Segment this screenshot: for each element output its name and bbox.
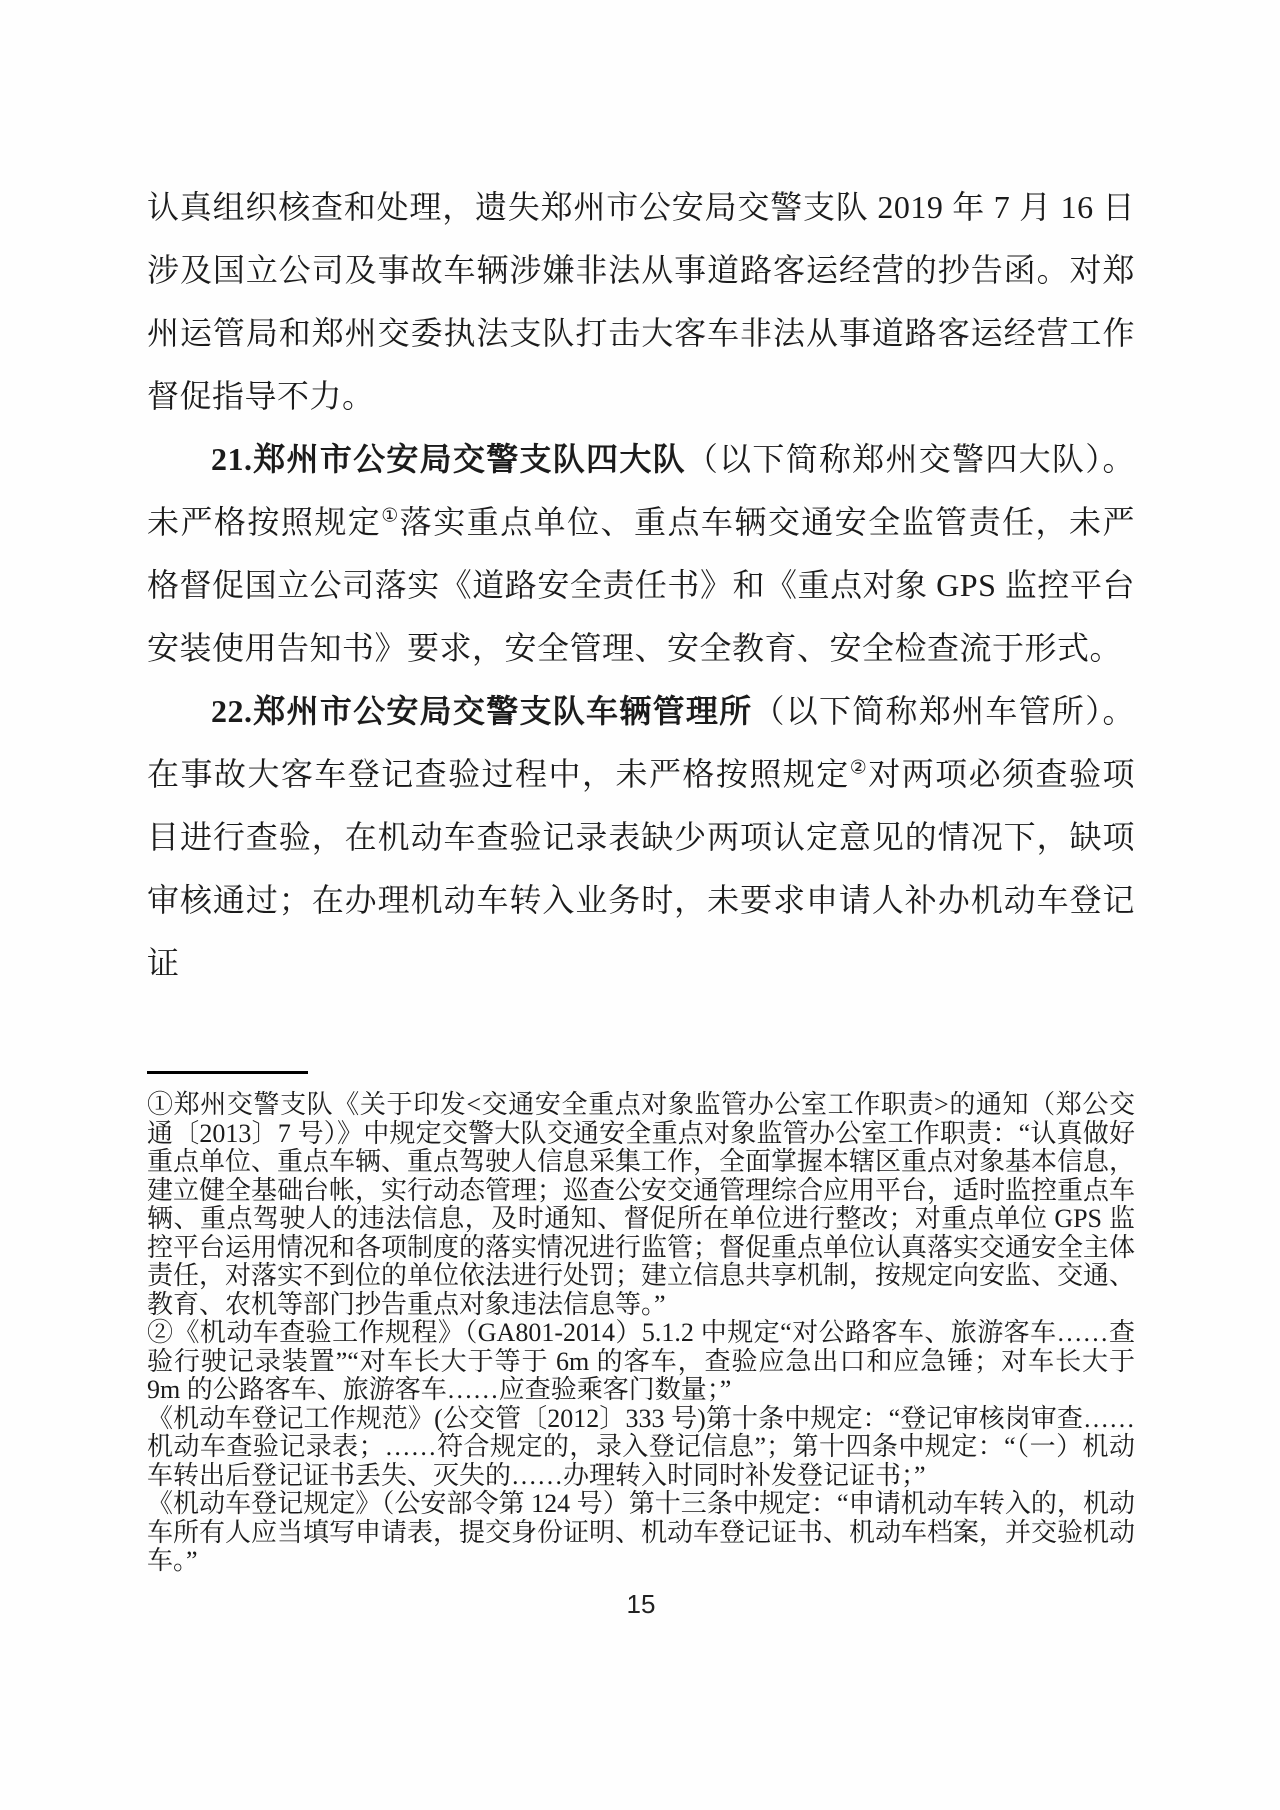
item-21-text-rest: 落实重点单位、重点车辆交通安全监管责任，未严格督促国立公司落实《道路安全责任书》和《重点对象 GPS 监控平台安装使用告知书》要求，安全管理、安全教育、安全检查流于形式。	[147, 504, 1135, 666]
footnote-3: 《机动车登记工作规范》(公交管〔2012〕333 号)第十条中规定：“登记审核岗审查……机动车查验记录表；……符合规定的，录入登记信息”；第十四条中规定：“（一）机动车转出后登记证书丢失、灭失的……办理转入时同时补发登记证书；”	[147, 1403, 1135, 1490]
item-22-text: （以下简称郑州车管所）。在事故大客车登记查验过程中，未严格按照规定	[147, 693, 1135, 792]
footnotes-block	[147, 1091, 1135, 1576]
footer-area	[147, 1071, 1135, 1620]
footnote-1: ①郑州交警支队《关于印发<交通安全重点对象监管办公室工作职责>的通知（郑公交通〔2013〕7 号）》中规定交警大队交通安全重点对象监管办公室工作职责：“认真做好重点单位、重点车辆、重点驾驶人信息采集工作，全面掌握本辖区重点对象基本信息，建立健全基础台帐，实行动态管理；巡查公安交通管理综合应用平台，适时监控重点车辆、重点驾驶人的违法信息，及时通知、督促所在单位进行整改；对重点单位 GPS 监控平台运用情况和各项制度的落实情况进行监管；督促重点单位认真落实交通安全主体责任，对落实不到位的单位依法进行处罚；建立信息共享机制，按规定向安监、交通、教育、农机等部门抄告重点对象违法信息等。”	[147, 1090, 1136, 1319]
item-22-heading: 22.郑州市公安局交警支队车辆管理所	[211, 693, 753, 729]
item-21-heading: 21.郑州市公安局交警支队四大队	[211, 441, 686, 477]
footnote-2: ②《机动车查验工作规程》（GA801-2014）5.1.2 中规定“对公路客车、旅游客车……查验行驶记录装置”“对车长大于等于 6m 的客车，查验应急出口和应急锤；对车长大于 9m 的公路客车、旅游客车……应查验乘客门数量；”	[147, 1318, 1135, 1404]
item-21-text: （以下简称郑州交警四大队）。未严格按照规定	[147, 441, 1135, 540]
paragraph-item-22	[147, 680, 1135, 995]
footnote-4: 《机动车登记规定》（公安部令第 124 号）第十三条中规定：“申请机动车转入的，机动车所有人应当填写申请表，提交身份证明、机动车登记证书、机动车档案，并交验机动车。”	[147, 1489, 1136, 1575]
footnote-separator	[147, 1071, 308, 1074]
footnote-ref-1: ①	[381, 505, 400, 527]
paragraph-continuation: 认真组织核查和处理，遗失郑州市公安局交警支队 2019 年 7 月 16 日涉及国立公司及事故车辆涉嫌非法从事道路客运经营的抄告函。对郑州运管局和郑州交委执法支队打击大客车非法从事道路客运经营工作督促指导不力。	[147, 189, 1135, 414]
paragraph-item-21	[147, 428, 1135, 680]
page-number: 15	[626, 1588, 656, 1619]
body-text	[147, 176, 1135, 995]
footnote-ref-2: ②	[849, 757, 869, 779]
item-22-text-rest: 对两项必须查验项目进行查验，在机动车查验记录表缺少两项认定意见的情况下，缺项审核通过；在办理机动车转入业务时，未要求申请人补办机动车登记证	[147, 756, 1135, 981]
